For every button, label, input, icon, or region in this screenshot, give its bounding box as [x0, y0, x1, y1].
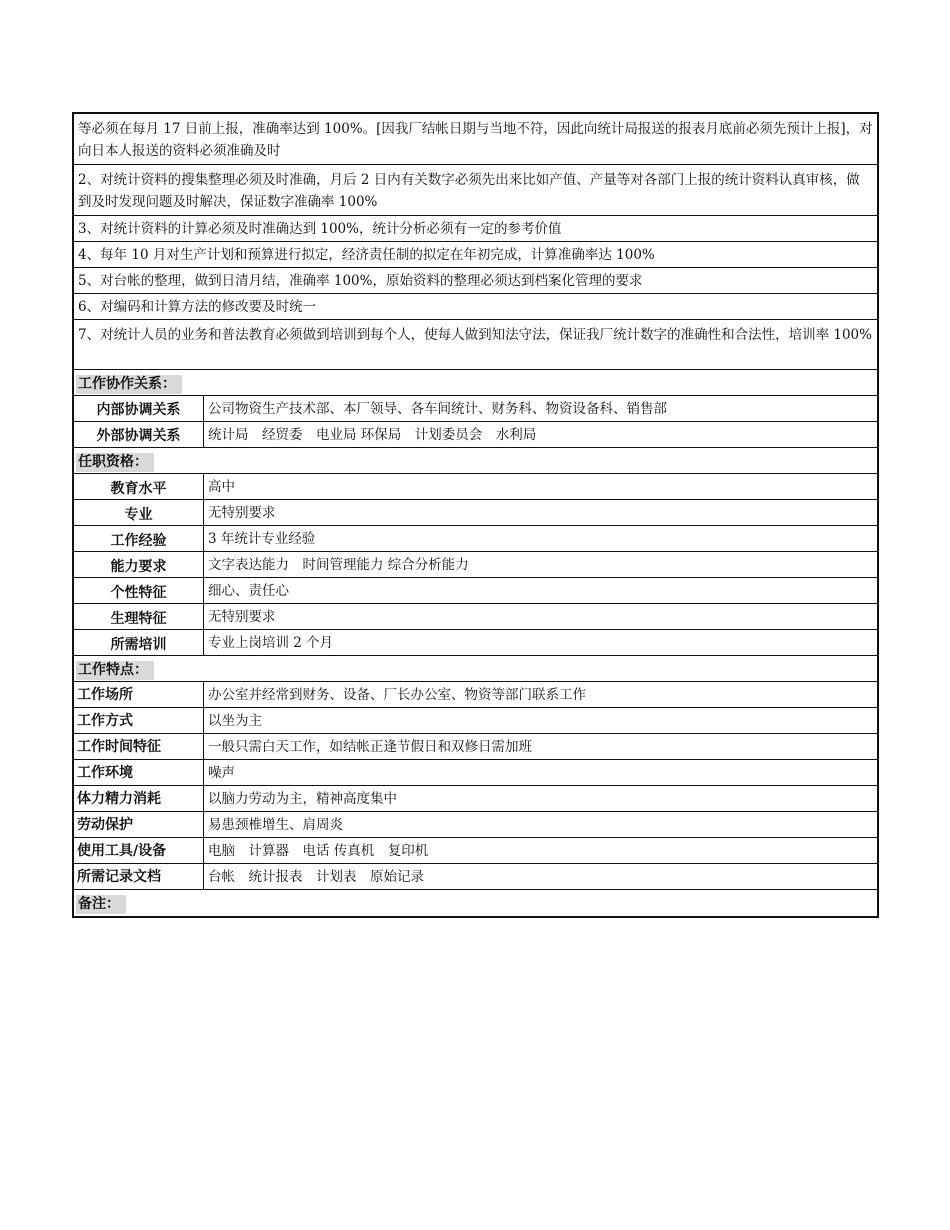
field-value: 办公室并经常到财务、设备、厂长办公室、物资等部门联系工作	[208, 687, 586, 703]
physical-row	[74, 604, 877, 630]
section-work-features	[74, 656, 877, 682]
job-description-table	[72, 112, 879, 918]
section-title: 任职资格：	[76, 453, 154, 472]
energy-row	[74, 786, 877, 812]
field-label: 教育水平	[74, 474, 204, 499]
workplace-row	[74, 682, 877, 708]
duty-item-3: 3、对统计资料的计算必须及时准确达到 100%，统计分析必须有一定的参考价值	[74, 216, 877, 242]
internal-coordination-row	[74, 396, 877, 422]
field-label: 工作环境	[74, 760, 204, 785]
field-value: 文字表达能力 时间管理能力 综合分析能力	[208, 557, 469, 573]
duty-item-6: 6、对编码和计算方法的修改要及时统一	[74, 294, 877, 320]
field-value: 噪声	[208, 765, 235, 781]
duty-item-1: 等必须在每月 17 日前上报，准确率达到 100%。[因我厂结帐日期与当地不符，因此向统计局报送的报表月底前必须先预计上报]，对向日本人报送的资料必须准确及时	[74, 114, 877, 165]
field-value: 统计局 经贸委 电业局 环保局 计划委员会 水利局	[208, 427, 537, 443]
records-row	[74, 864, 877, 890]
section-title: 备注：	[76, 895, 126, 914]
field-label: 能力要求	[74, 552, 204, 577]
personality-row	[74, 578, 877, 604]
field-value: 台帐 统计报表 计划表 原始记录	[208, 869, 424, 885]
field-label: 个性特征	[74, 578, 204, 603]
section-cooperation	[74, 370, 877, 396]
education-row	[74, 474, 877, 500]
section-title: 工作特点：	[76, 661, 154, 680]
section-remarks	[74, 890, 877, 916]
field-label: 体力精力消耗	[74, 786, 204, 811]
section-title: 工作协作关系：	[76, 375, 182, 394]
field-label: 劳动保护	[74, 812, 204, 837]
field-value: 易患颈椎增生、肩周炎	[208, 817, 343, 833]
field-value: 电脑 计算器 电话 传真机 复印机	[208, 843, 429, 859]
field-label: 工作时间特征	[74, 734, 204, 759]
field-value: 无特别要求	[208, 609, 276, 625]
field-label: 工作方式	[74, 708, 204, 733]
field-value: 以脑力劳动为主，精神高度集中	[208, 791, 397, 807]
field-value: 专业上岗培训 2 个月	[208, 635, 334, 651]
work-environment-row	[74, 760, 877, 786]
field-label: 工作经验	[74, 526, 204, 551]
field-value: 一般只需白天工作，如结帐正逢节假日和双修日需加班	[208, 739, 532, 755]
field-value: 3 年统计专业经验	[208, 531, 316, 547]
field-value: 无特别要求	[208, 505, 276, 521]
section-qualifications	[74, 448, 877, 474]
tools-row	[74, 838, 877, 864]
field-label: 内部协调关系	[74, 396, 204, 421]
duty-item-5: 5、对台帐的整理，做到日清月结，准确率 100%，原始资料的整理必须达到档案化管理的要求	[74, 268, 877, 294]
field-label: 专业	[74, 500, 204, 525]
field-value: 细心、责任心	[208, 583, 289, 599]
work-hours-row	[74, 734, 877, 760]
field-label: 所需记录文档	[74, 864, 204, 889]
duty-item-7: 7、对统计人员的业务和普法教育必须做到培训到每个人，使每人做到知法守法，保证我厂统计数字的准确性和合法性，培训率 100%	[74, 320, 877, 370]
field-label: 工作场所	[74, 682, 204, 707]
field-value: 高中	[208, 479, 235, 495]
field-label: 所需培训	[74, 630, 204, 655]
field-label: 外部协调关系	[74, 422, 204, 447]
labor-protection-row	[74, 812, 877, 838]
work-mode-row	[74, 708, 877, 734]
field-label: 使用工具/设备	[74, 838, 204, 863]
major-row	[74, 500, 877, 526]
ability-row	[74, 552, 877, 578]
duty-item-4: 4、每年 10 月对生产计划和预算进行拟定，经济责任制的拟定在年初完成，计算准确率达 100%	[74, 242, 877, 268]
field-value: 以坐为主	[208, 713, 262, 729]
experience-row	[74, 526, 877, 552]
duty-item-2: 2、对统计资料的搜集整理必须及时准确，月后 2 日内有关数字必须先出来比如产值、产量等对各部门上报的统计资料认真审核，做到及时发现问题及时解决，保证数字准确率 100%	[74, 165, 877, 216]
external-coordination-row	[74, 422, 877, 448]
training-row	[74, 630, 877, 656]
field-label: 生理特征	[74, 604, 204, 629]
field-value: 公司物资生产技术部、本厂领导、各车间统计、财务科、物资设备科、销售部	[208, 401, 667, 417]
